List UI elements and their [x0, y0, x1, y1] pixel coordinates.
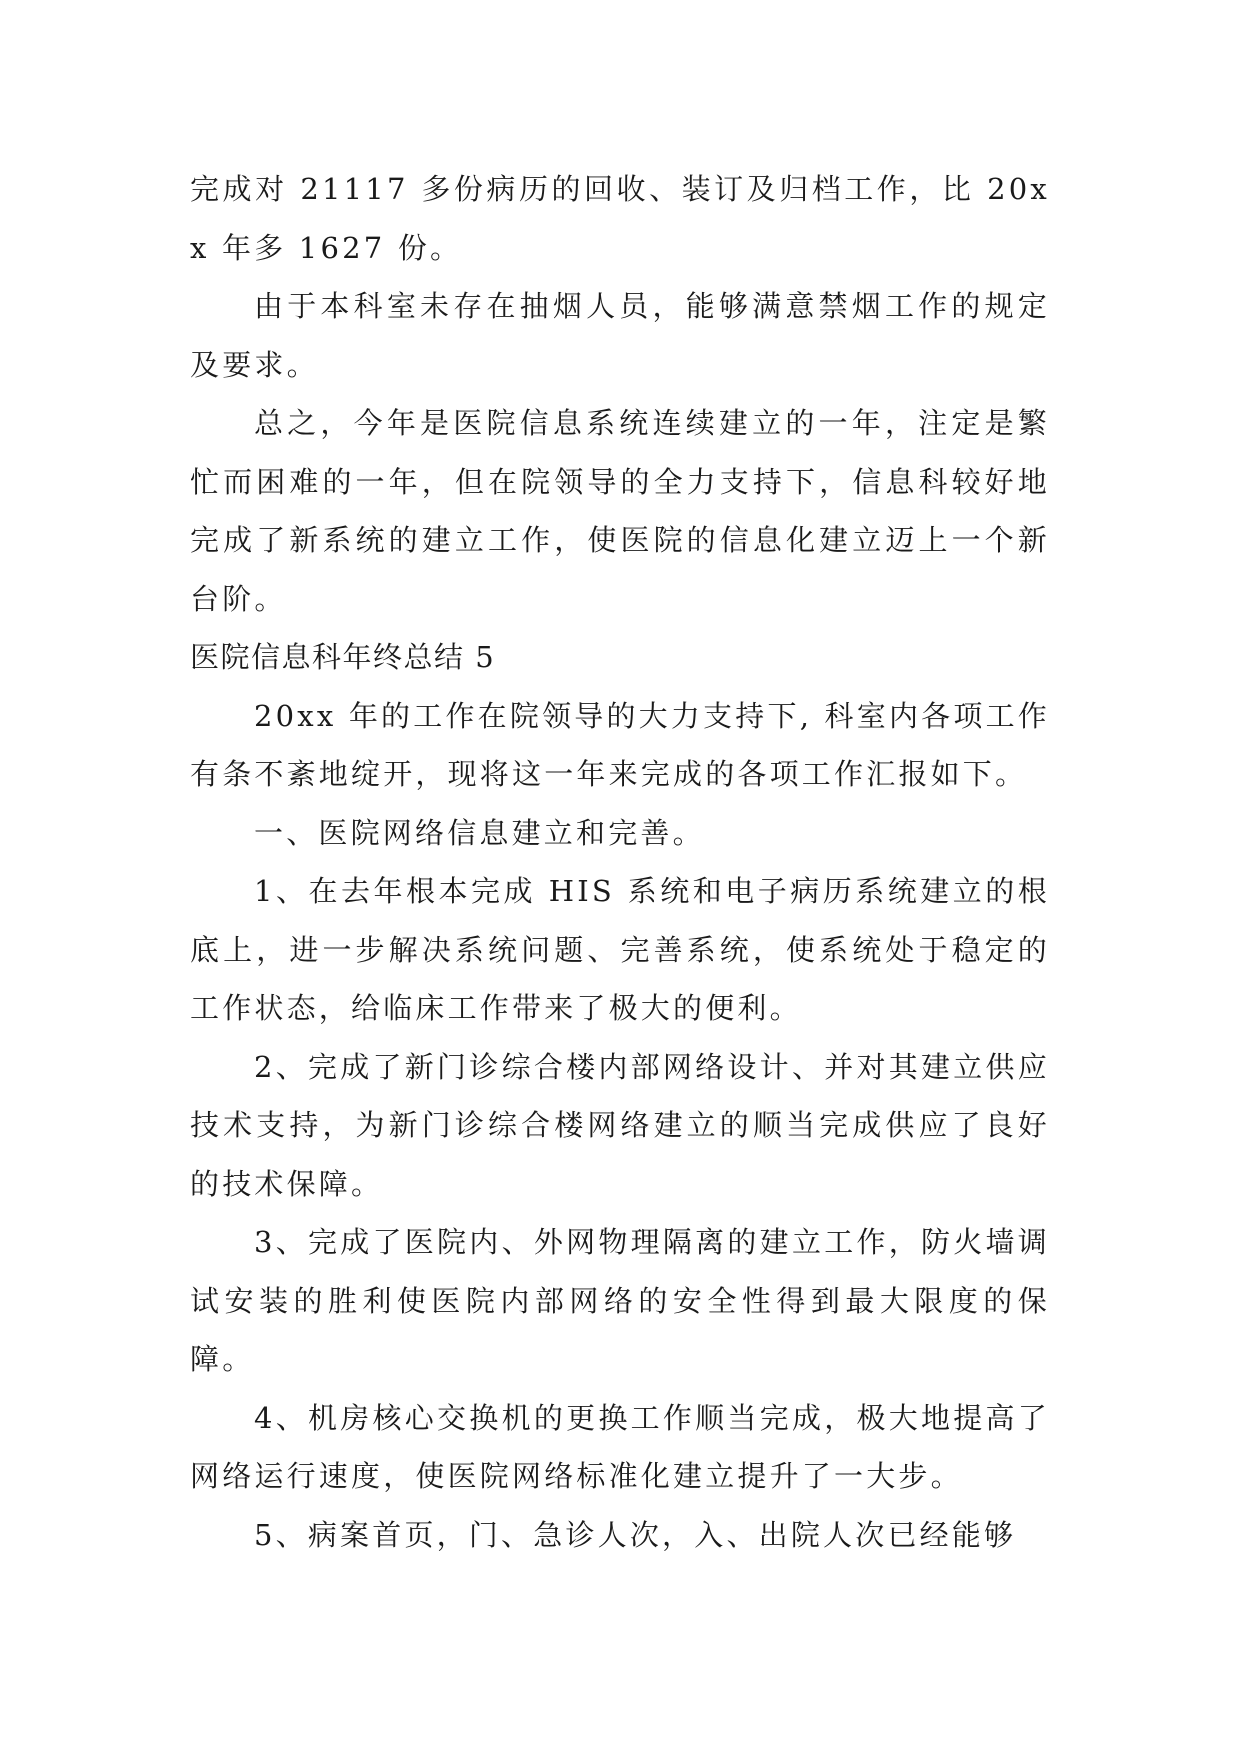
paragraph-item-5: 5、病案首页，门、急诊人次，入、出院人次已经能够 — [254, 1517, 1017, 1552]
paragraph-intro: 20xx 年的工作在院领导的大力支持下, 科室内各项工作有条不紊地绽开，现将这一年来完成的各项工作汇报如下。 — [190, 698, 1050, 791]
paragraph-section-one-title: 一、医院网络信息建立和完善。 — [254, 815, 705, 850]
paragraph-summary: 总之，今年是医院信息系统连续建立的一年，注定是繁忙而困难的一年，但在院领导的全力支持下，信息科较好地完成了新系统的建立工作，使医院的信息化建立迈上一个新台阶。 — [190, 406, 1050, 616]
paragraph-continuation: 完成对 21117 多份病历的回收、装订及归档工作，比 20xx 年多 1627 份。 — [190, 172, 1050, 265]
paragraph-item-4: 4、机房核心交换机的更换工作顺当完成，极大地提高了网络运行速度，使医院网络标准化建立提升了一大步。 — [190, 1400, 1050, 1493]
paragraph-item-2: 2、完成了新门诊综合楼内部网络设计、并对其建立供应技术支持，为新门诊综合楼网络建立的顺当完成供应了良好的技术保障。 — [190, 1049, 1050, 1201]
document-body — [190, 160, 1050, 1564]
paragraph-smoking-policy: 由于本科室未存在抽烟人员，能够满意禁烟工作的规定及要求。 — [190, 289, 1050, 382]
paragraph-item-3: 3、完成了医院内、外网物理隔离的建立工作，防火墙调试安装的胜利使医院内部网络的安全性得到最大限度的保障。 — [190, 1225, 1050, 1376]
section-heading: 医院信息科年终总结 5 — [190, 640, 496, 674]
paragraph-item-1: 1、在去年根本完成 HIS 系统和电子病历系统建立的根底上，进一步解决系统问题、完善系统，使系统处于稳定的工作状态，给临床工作带来了极大的便利。 — [190, 874, 1050, 1025]
